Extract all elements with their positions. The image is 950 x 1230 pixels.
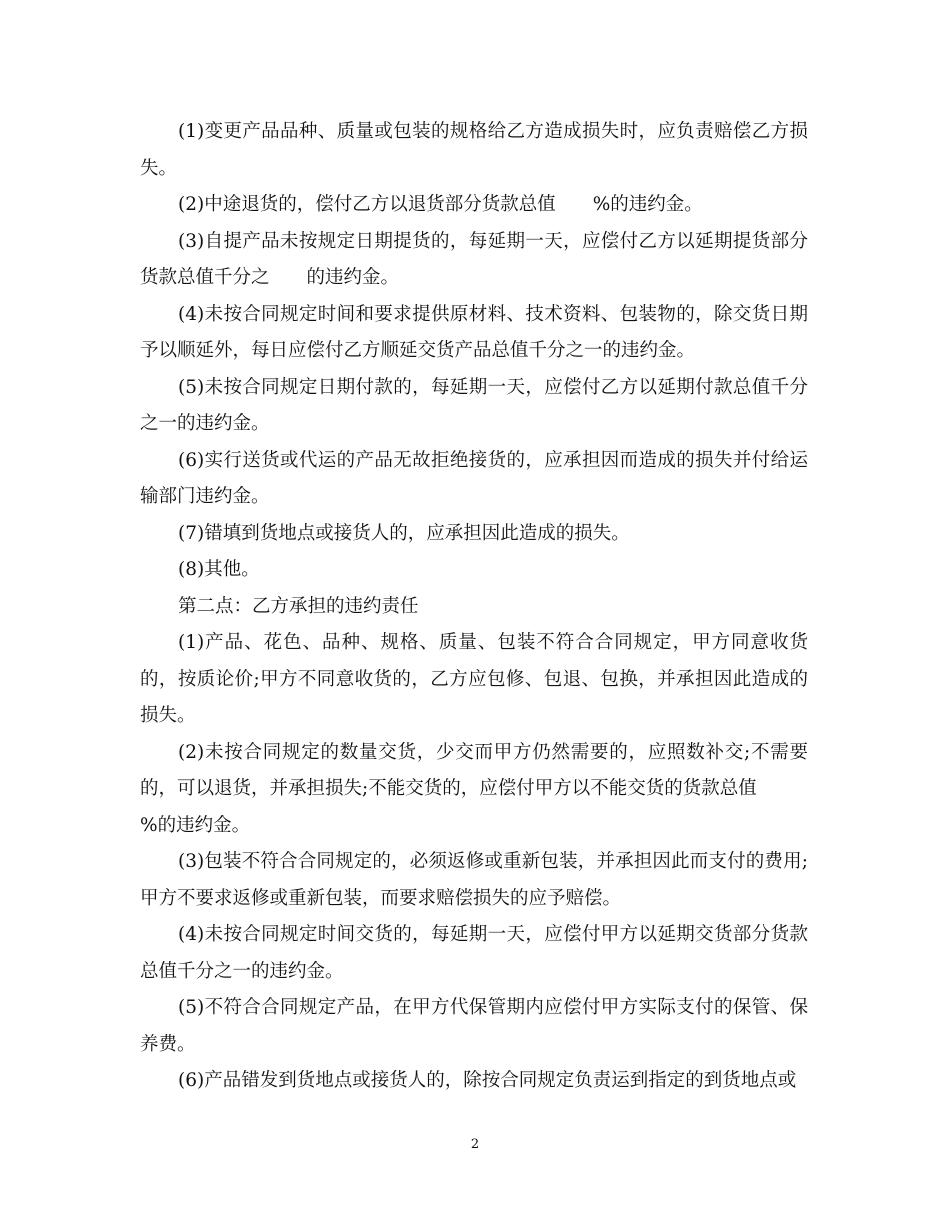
paragraph: (5)未按合同规定日期付款的，每延期一天，应偿付乙方以延期付款总值千分之一的违约金。: [140, 376, 808, 434]
paragraph: (4)未按合同规定时间和要求提供原材料、技术资料、包装物的，除交货日期予以顺延外，每日应偿付乙方顺延交货产品总值千分之一的违约金。: [140, 303, 808, 361]
paragraph: (1)变更产品品种、质量或包装的规格给乙方造成损失时，应负责赔偿乙方损失。: [140, 121, 808, 179]
section-heading: 第二点：乙方承担的违约责任: [178, 595, 419, 617]
paragraph: (2)未按合同规定的数量交货，少交而甲方仍然需要的，应照数补交;不需要的，可以退货，并承担损失;不能交货的，应偿付甲方以不能交货的货款总值 %的违约金。: [140, 741, 808, 836]
page-number: 2: [470, 1137, 480, 1152]
paragraph: (6)产品错发到货地点或接货人的，除按合同规定负责运到指定的到货地点或: [178, 1070, 797, 1091]
paragraph: (6)实行送货或代运的产品无故拒绝接货的，应承担因而造成的损失并付给运输部门违约金。: [140, 449, 808, 507]
paragraph: (1)产品、花色、品种、规格、质量、包装不符合合同规定，甲方同意收货的，按质论价;甲方不同意收货的，乙方应包修、包退、包换，并承担因此造成的损失。: [140, 632, 808, 726]
document-body: [140, 114, 808, 1100]
paragraph: (4)未按合同规定时间交货的，每延期一天，应偿付甲方以延期交货部分货款总值千分之一的违约金。: [140, 924, 808, 982]
paragraph: (7)错填到货地点或接货人的，应承担因此造成的损失。: [178, 522, 630, 544]
paragraph: (2)中途退货的，偿付乙方以退货部分货款总值 %的违约金。: [178, 194, 703, 215]
paragraph: (3)自提产品未按规定日期提货的，每延期一天，应偿付乙方以延期提货部分货款总值千分之 的违约金。: [140, 230, 808, 288]
paragraph: (3)包装不符合合同规定的，必须返修或重新包装，并承担因此而支付的费用;甲方不要求返修或重新包装，而要求赔偿损失的应予赔偿。: [140, 851, 808, 909]
paragraph: (5)不符合合同规定产品，在甲方代保管期内应偿付甲方实际支付的保管、保养费。: [140, 997, 808, 1055]
paragraph: (8)其他。: [178, 559, 260, 580]
